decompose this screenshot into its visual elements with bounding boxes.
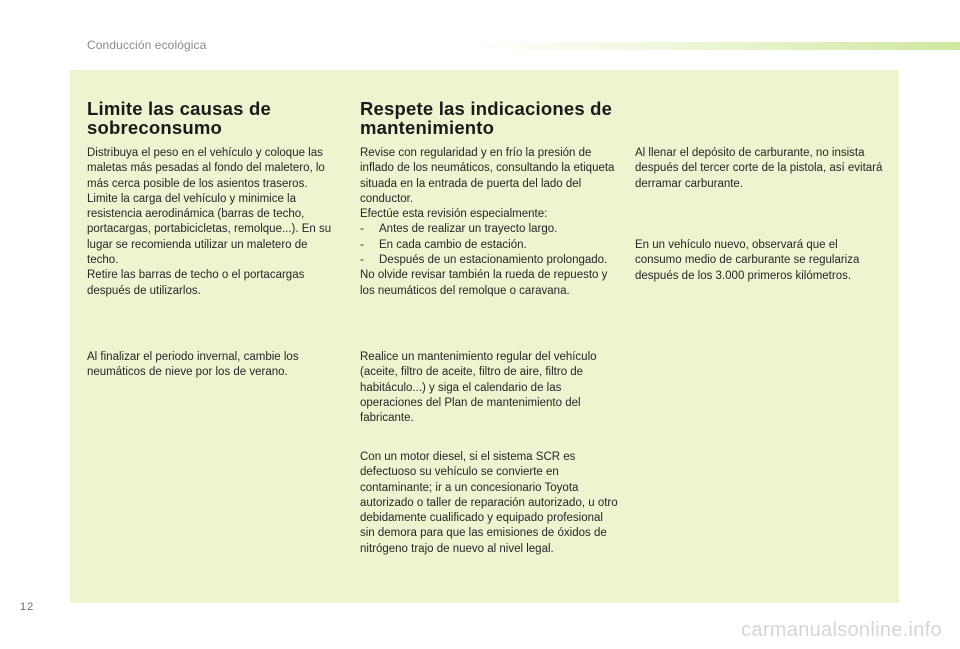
heading-overconsumption: Limite las causas de sobreconsumo xyxy=(87,98,271,138)
tyre-pressure-text xyxy=(360,146,618,299)
paragraph: Distribuya el peso en el vehículo y coloque las maletas más pesadas al fondo del maletero, lo más cerca posible de los asientos traseros. xyxy=(87,147,325,190)
refuelling-text xyxy=(635,146,883,192)
list-item: - En cada cambio de estación. xyxy=(360,238,618,253)
paragraph: Con un motor diesel, si el sistema SCR es defectuoso su vehículo se convierte en contaminante; ir a un concesionario Toyota autorizado o taller de reparación autorizado, u otro debidamente cualificado y equipado profesional sin demora para que las emisiones de óxidos de nitrógeno trajo de nuevo al nivel legal. xyxy=(360,451,618,555)
section-title: Conducción ecológica xyxy=(87,38,207,52)
paragraph: En un vehículo nuevo, observará que el consumo medio de carburante se regulariza después de los 3.000 primeros kilómetros. xyxy=(635,239,860,282)
paragraph: No olvide revisar también la rueda de repuesto y los neumáticos del remolque o caravana. xyxy=(360,269,608,297)
column-maintenance xyxy=(360,99,618,137)
list-bullet: - xyxy=(360,223,364,236)
paragraph: Al llenar el depósito de carburante, no insista después del tercer corte de la pistola, así evitará derramar carburante. xyxy=(635,147,883,190)
watermark: carmanualsonline.info xyxy=(741,619,942,641)
new-vehicle-text xyxy=(635,238,883,284)
winter-tyres-text xyxy=(87,350,342,381)
paragraph: Al finalizar el periodo invernal, cambie los neumáticos de nieve por los de verano. xyxy=(87,351,299,379)
scr-system-text xyxy=(360,450,618,557)
list-item: - Después de un estacionamiento prolongado. xyxy=(360,253,618,268)
page-number: 12 xyxy=(20,601,35,613)
list-bullet: - xyxy=(360,238,364,251)
paragraph: Efectúe esta revisión especialmente: xyxy=(360,208,548,221)
paragraph: Revise con regularidad y en frío la presión de inflado de los neumáticos, consultando la etiqueta situada en la entrada de puerta del lado del conductor. xyxy=(360,147,615,205)
header-stripe xyxy=(470,42,960,50)
list-item: - Antes de realizar un trayecto largo. xyxy=(360,222,618,237)
paragraph: Realice un mantenimiento regular del vehículo (aceite, filtro de aceite, filtro de aire, filtro de habitáculo...) y siga el calendario de las operaciones del Plan de mantenimiento del fabricante. xyxy=(360,351,597,425)
overconsumption-text xyxy=(87,146,342,299)
paragraph: Limite la carga del vehículo y minimice la resistencia aerodinámica (barras de techo, portacargas, portabicicletas, remolque...). En su lugar se recomienda utilizar un maletero de techo. xyxy=(87,192,332,267)
paragraph: Retire las barras de techo o el portacargas después de utilizarlos. xyxy=(87,269,305,297)
maintenance-schedule-text xyxy=(360,350,618,426)
heading-maintenance: Respete las indicaciones de mantenimiento xyxy=(360,98,613,138)
list-bullet: - xyxy=(360,254,364,267)
column-overconsumption xyxy=(87,99,342,137)
